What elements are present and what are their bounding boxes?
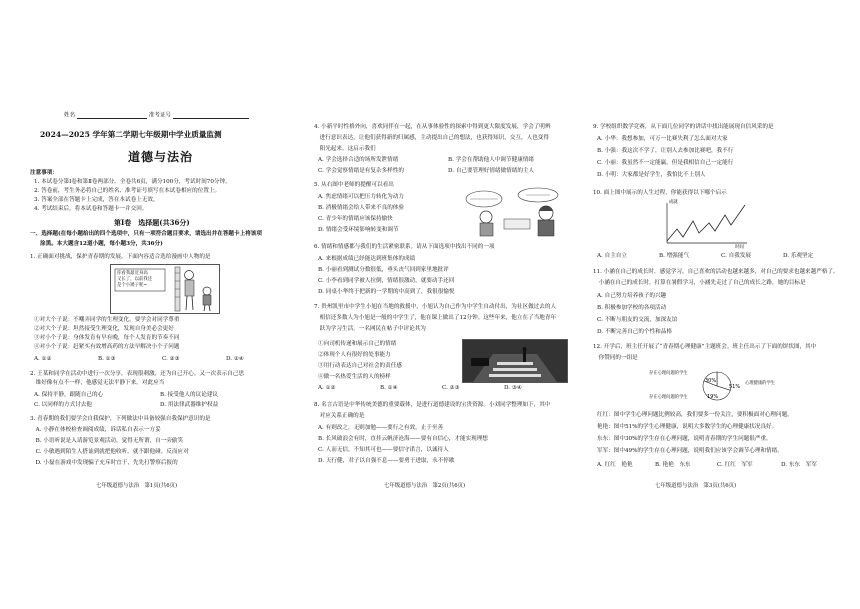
speech-line: 又长了，以前我还: [117, 277, 153, 282]
q1-answer-c: C. ②③: [162, 356, 180, 362]
question-11: 11. 小涵在自己的成长时，感觉学习，自己喜欢的活动也越来越多，对自己的要求也越来越严格了。: [593, 269, 839, 275]
question-9: 9. 学校组织数学竞赛，从下面几位同学的讲话中找出能展现自信风采的是: [593, 124, 774, 130]
notice-title: 注意事项：: [30, 170, 58, 176]
q1-option: ②对大个子说：坦然接受生理变化，发现自身美必会更好: [34, 326, 174, 332]
crosswalk-photo: [463, 340, 567, 382]
exam-number-underline: [173, 112, 249, 119]
question-7-line: 相信还多数人为小旭是一般的中学生了，他在课上做出了12分钟。这些年来，他立在了当地青年: [314, 315, 557, 321]
q3-option: B. 小语听说是入请游览景观活动，觉得无所谓，自一旁偷笑: [30, 438, 184, 444]
speech-line: 是个小矮子呢~: [117, 283, 148, 288]
q11-option: C. 不断与朋友的交流，加深友谊: [597, 317, 678, 323]
q6-option: C. 小李看到同学被人拉倒，情绪很激动，就要动手还回: [318, 278, 455, 284]
q10-growth-graph: [659, 199, 751, 249]
q5-option: A. 焦虑情绪可以把压力转化为动力: [318, 194, 404, 200]
q8-option: A. 有则改之，无则加勉——要行之有效，止于至善: [318, 425, 444, 431]
question-7: 7. 贵州凯里市中学生小旭在当地的救援中，小旭认为自己作为中学生自动付出，为社区做过去的人: [314, 304, 557, 310]
q7-answer-a: A. ①②: [318, 385, 336, 391]
q2-answer-a: A. 保持平静，跟随自己的心: [34, 392, 104, 398]
graph-x-label: 时间: [735, 245, 744, 250]
question-11-line: 小涵在自己的成长时，打算在暑假学习，小涵先走过了自己的成长之路，她的目标是: [593, 280, 806, 286]
q12-answer-a: A. 红红 艳艳: [597, 462, 633, 468]
question-3: 3. 青春期的我们要学会自我保护，下列做法中具备较强自我保护意识的是: [30, 416, 211, 422]
teacher-student-illustration: [456, 187, 568, 237]
q3-option: A. 小静在体校检查调阅成绩，诉话私自表示一方妥: [30, 427, 161, 433]
notice-item: 1. 本试卷分第Ⅰ卷和第Ⅱ卷两部分。全卷共6页，满分100分，考试时间70分钟。: [34, 179, 231, 185]
q8-option: D. 天行健，君子以自强不息——要勇于进取，永不停歇: [318, 458, 455, 464]
name-label: 姓名: [64, 112, 76, 119]
q3-option: C. 小敏遇到陌生人搭讪到就把他收听。就不跟他碰。反而应对: [30, 449, 189, 455]
q9-option: D. 小明：大家都是好学生，我怕比不上别人: [597, 172, 706, 178]
q8-option: B. 长风破浪会有时，直挂云帆济沧海——要有自信心，才能实现理想: [318, 436, 488, 442]
pie-value-51: 51%: [729, 384, 741, 390]
q11-option: B. 积极参加学校的各项活动: [597, 305, 667, 311]
question-6: 6. 情绪和情感都与我们的生活紧密联系。请从下面选项中找出不同的一项: [314, 244, 495, 250]
q6-option: D. 同桌小华终于把新的一学期的中高到了，我很很愉悦: [318, 289, 455, 295]
question-1: 1. 正确面对挑战，保护青春期的发展，下面内容适合选给漫画中人物的是: [30, 254, 211, 260]
q1-option: ①对大个子说：不嘲弄同学的生理变化，要学会对同学尊重: [34, 317, 180, 323]
q8-option: C. 人而无信，不知其可也——要信守诺言，以诚待人: [318, 447, 449, 453]
q1-cartoon: [110, 264, 220, 314]
pie-label-right: 心理健康的学生: [745, 381, 776, 386]
q7-answer-b: B. ①④: [380, 385, 398, 391]
q12-statement: 艳艳：图中51%的学生心理健康，说明大多数学生的心理健康状况良好。: [597, 424, 778, 430]
page-2: [314, 0, 572, 609]
question-7-line: 跃为学习生活。一名网民在帖子中评论其为: [314, 326, 426, 332]
name-line: [64, 112, 249, 119]
q6-option: A. 来根据成绩已经能达到班集体的成绩: [318, 256, 416, 262]
q7-option: ④做一名热爱生活的人的榜样: [318, 374, 391, 380]
q7-answer-c: C. ②③: [442, 385, 460, 391]
question-12: 12. 开学后，班主任开展了“青春期心理健康”主题班会。班主任出示了下面的饼状图，其中: [593, 344, 817, 350]
q4-answer-b: B. 学会在帮助他人中调节健康情绪: [448, 157, 534, 163]
q1-answer-a: A. ①②: [34, 356, 52, 362]
pie-label-left-bottom: 存在心理问题的学生: [649, 395, 688, 400]
section-instruction-1: 一、选择题(在每小题给出的四个选项中，只有一项符合题目要求，请选出并在答题卡上将该项: [30, 231, 262, 237]
q2-answer-d: D. 用法律武器维护权益: [160, 402, 219, 408]
exam-number-label: 准考证号: [148, 112, 172, 119]
name-underline: [77, 112, 147, 119]
q1-option: ③对小个子说：身体发育有早有晚，每个人发育的节奏不同: [34, 335, 180, 341]
cartoon-speech: [117, 271, 152, 289]
page-1: [30, 0, 292, 609]
q2-answer-b: B. 接受他人的议论建议: [160, 392, 219, 398]
subject-title: 道德与法治: [128, 150, 194, 164]
pie-label-left-top: 存在心理问题的学生: [649, 371, 688, 376]
page-footer: 七年级道德与法治 第2页(共6页): [384, 483, 466, 489]
graph-y-label: 成就: [669, 200, 678, 205]
page-footer: 七年级道德与法治 第1页(共6页): [96, 483, 178, 489]
q11-option: D. 不断完善自己的个性和品格: [597, 329, 672, 335]
q5-option: D. 情绪会受环境影响转变和调节: [318, 227, 399, 233]
question-2: 2. 王某和同学在活动中进行一次分享，表现很刺激，还为自己开心。又一次表示自己思: [30, 371, 245, 377]
question-4: 4. 小新平时性格外向，喜欢同伴在一起，在从事体验性的探索中得到更大限度发展，学会了明辨: [314, 124, 551, 130]
part1-title: 第Ⅰ卷 选择题(共36分): [114, 218, 190, 227]
page-footer: 七年级道德与法治 第3页(共6页): [655, 483, 737, 489]
q12-statement: 军军：图中49%的学生存在心理问题，说明我们应该学会调节心理和情绪。: [597, 448, 783, 454]
question-10: 10. 面上图中展示的人生过程，你能获得以下哪个启示: [593, 190, 727, 196]
q10-answer-b: B. 增强能气: [659, 253, 690, 259]
growth-line-graph: [659, 199, 751, 249]
notice-item: 4. 考试结束后，将本试卷和答题卡一并交回。: [34, 206, 148, 212]
question-12-line: 你赞同的一组是: [593, 355, 638, 361]
q2-answer-c: C. 以同样的方式讨去他: [34, 402, 92, 408]
q10-answer-c: C. 自我发展: [721, 253, 752, 259]
exam-title: 2024—2025 学年第二学期七年级期中学业质量监测: [40, 130, 222, 139]
question-8-line: 对应关系正确的是: [314, 413, 365, 419]
q7-option: ③用行动表达自己对社会的责任感: [318, 363, 402, 369]
q6-option: B. 小丽看到测试分数很低，垂头丧气回到家里地批评: [318, 267, 449, 273]
q1-answer-d: D. ②④: [226, 356, 244, 362]
q5-cartoon: [456, 187, 568, 237]
q1-answer-b: B. ①③: [98, 356, 116, 362]
q4-answer-d: D. 自己要管理好情绪做情绪的主人: [448, 168, 535, 174]
notice-item: 3. 答案全部在答题卡上完成，答在本试卷上无效。: [34, 197, 159, 203]
section-instruction-2: 涂黑。本大题含12道小题，每小题3分，共36分): [40, 241, 163, 247]
q7-option: ②体现个人有很好的处事能力: [318, 352, 391, 358]
q5-option: B. 消极情绪会给人带来不良的体验: [318, 205, 404, 211]
q10-answer-a: A. 自主自立: [597, 253, 627, 259]
question-4-line: 进行意识表达，让他们获得新的归属感，主动提出自己的想法，也获得知识，交互，人也变得: [314, 135, 549, 141]
q4-answer-a: A. 学会选择合适的场所发泄情绪: [318, 157, 399, 163]
q12-answer-b: B. 艳艳 东东: [655, 462, 691, 468]
page-3: [593, 0, 841, 609]
q9-option: B. 小强：我这次不学了，让别人去参加比赛吧，我不行: [597, 148, 734, 154]
q5-option: C. 青少年的情绪应该保持愉快: [318, 216, 393, 222]
speech-line: 你看我最近身高: [117, 271, 148, 276]
q1-option: ④对小个子说：赶紧买有效增高药的方法早解决小个子问题: [34, 344, 180, 350]
question-8: 8. 名言古语是中华传统美德的重要载体，是进行道德建设的宝贵资源。小刘同学整理如下，其中: [314, 402, 551, 408]
q12-statement: 红红：图中学生心理问题比例较高，我们要多一份关注，要积极面对心理问题。: [597, 412, 793, 418]
q7-answer-d: D. ③④: [504, 385, 522, 391]
notice-item: 2. 答卷前，考生务必将自己的姓名、准考证号填写在本试卷相应的位置上。: [34, 188, 221, 194]
question-4-line: 阳光起来。这启示我们: [314, 146, 376, 152]
q12-pie-chart: [649, 364, 787, 408]
q3-option: D. 小磊在游戏中发现骗子充斥时宜于，先先打警察后报的: [30, 460, 178, 466]
q11-option: A. 自己努力培养孩子的兴趣: [597, 293, 667, 299]
q7-option: ①向司机传递和展示自己的情绪: [318, 341, 397, 347]
q7-photo: [462, 339, 568, 383]
q9-option: A. 小华：我想参加，可万一比赛失利了怎么面对大家: [597, 136, 728, 142]
question-2-line: 维好像有点不一样，他感觉无法平静下来。对此应当: [30, 380, 165, 386]
question-5: 5. 从右图中老师的提醒可以看出: [314, 182, 394, 188]
q12-answer-c: C. 红红 军军: [717, 462, 753, 468]
q4-answer-c: C. 学会觉察情绪是有复杂多样性的: [318, 168, 404, 174]
q12-statement: 东东：图中30%的学生存在心理问题，说明青春期的学生问题很严重。: [597, 436, 772, 442]
q10-answer-d: D. 乐观坚定: [783, 253, 814, 259]
pie-value-19: 19%: [707, 394, 719, 400]
q12-answer-d: D. 东东 军军: [781, 462, 817, 468]
q9-option: C. 小丽：我虽然不一定能赢，但是我相信自己一定能行: [597, 160, 734, 166]
pie-value-30: 30%: [705, 378, 717, 384]
